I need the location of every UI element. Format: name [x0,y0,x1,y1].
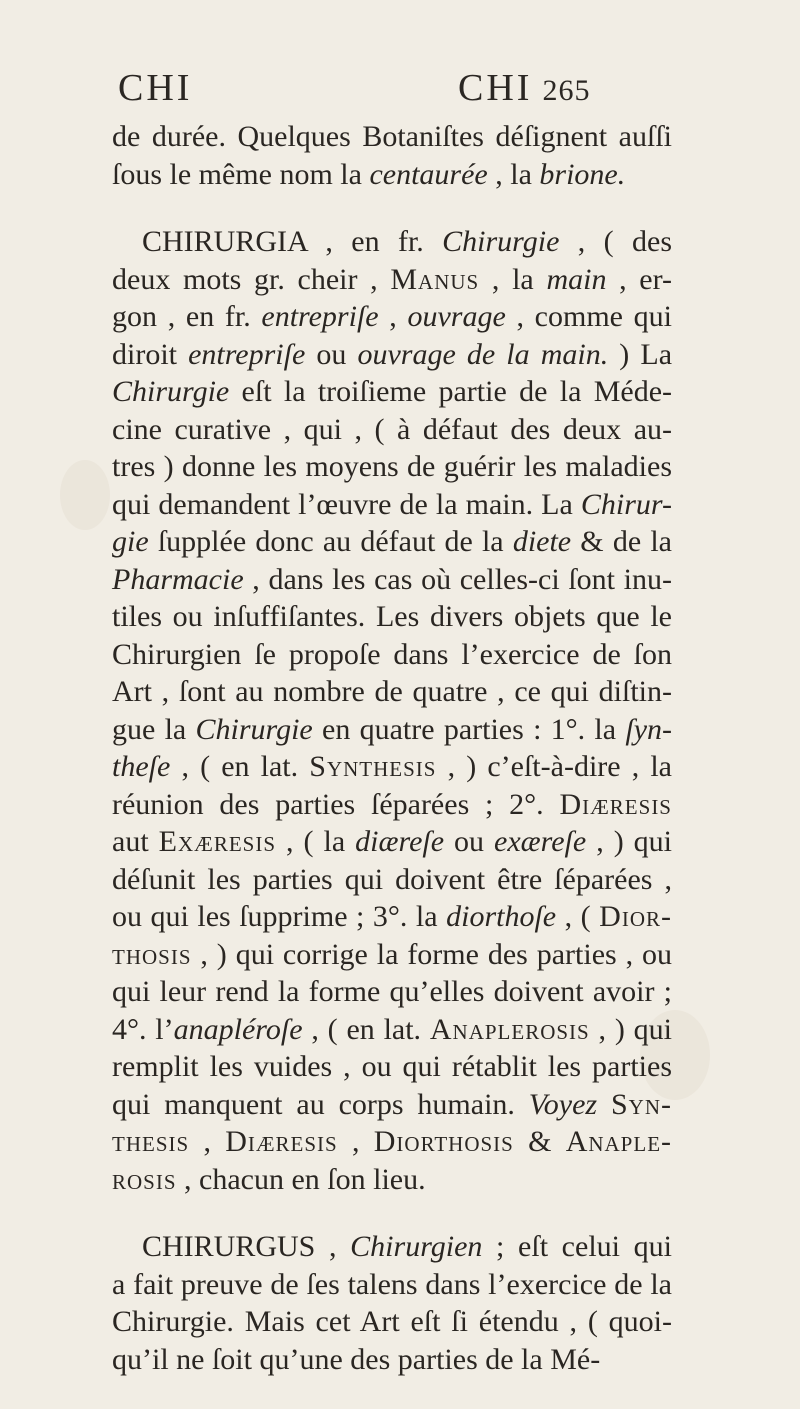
italic-run: anapléroſe [173,1012,303,1046]
text-run: qui leur rend la forme qu’elles doivent avoir ; [112,975,672,1008]
italic-run: diete [512,525,572,558]
text-run: ou [305,337,358,371]
text-run: , [189,1125,226,1158]
text-line [112,1086,672,1124]
text-line [112,118,672,156]
text-run: , ( la [276,825,356,858]
italic-run: Chirur- [580,487,672,521]
small-caps-run: Diæresis [559,787,672,821]
running-head-left: CHI [118,67,193,109]
text-line [112,156,672,194]
text-run: aut [112,825,159,858]
text-run: qu’il ne ſoit qu’une des parties de la Mé- [112,1342,601,1376]
text-run: , ) qui [586,825,673,858]
text-line [112,786,672,824]
text-line [112,973,672,1011]
text-line [112,1341,672,1379]
text-run: , er- [606,262,672,296]
text-run: , ) qui corrige la forme des parties , ou [191,937,672,971]
text-run: ou qui les ſupprime ; 3°. la [112,900,447,933]
text-run: gon , en fr. [112,300,262,333]
text-run: , dans les cas où celles-ci ſont inu- [243,562,672,596]
paragraph [112,1228,672,1378]
text-run: Chirurgie. Mais cet Art eſt ſi étendu , ( quoi- [112,1305,672,1338]
text-line [112,1123,672,1161]
paragraph [112,118,672,193]
text-run: , [337,1125,374,1158]
text-line [112,823,672,861]
text-run: , ( [556,900,600,933]
italic-run: Chirurgie [112,375,230,408]
text-run: qui manquent au corps humain. [112,1087,529,1121]
italic-run: ouvrage [407,300,506,333]
text-line [112,673,672,711]
italic-run: exæreſe [494,825,587,858]
text-run: deux mots gr. cheir , [112,262,391,296]
text-line [112,523,672,561]
text-line [112,561,672,599]
italic-run: ouvrage de la main. [357,337,609,371]
text-line [112,711,672,749]
text-run: 4°. l’ [112,1012,174,1046]
text-line [112,448,672,486]
text-run: , ( en lat. [170,750,310,783]
italic-run: entrepriſe [261,300,379,333]
text-run: , ) c’eſt-à-dire , la [436,750,672,783]
text-run: , comme qui [505,300,673,333]
text-run: , ) qui [589,1012,672,1046]
italic-run: Chirurgie [195,712,313,746]
small-caps-run: Syn- [610,1087,672,1121]
paragraph [112,223,672,1198]
body-text [112,118,672,1378]
italic-run: Voyez [528,1087,598,1121]
text-run: qui demandent l’œuvre de la main. La [112,487,581,521]
text-line [112,598,672,636]
text-run: ou [444,825,495,858]
text-run: déſunit les parties qui doivent être ſéparées , [112,862,672,896]
text-line [112,1011,672,1049]
text-line [112,298,672,336]
text-run: ; eſt celui qui [482,1230,672,1263]
text-run: tres ) donne les moyens de guérir les maladies [112,450,672,483]
italic-run: Chirurgie [442,225,560,258]
text-run: en quatre parties : 1°. la [312,712,626,746]
text-line [112,861,672,899]
text-run: gue la [112,712,196,746]
text-line [112,336,672,374]
text-line [112,373,672,411]
small-caps-run: Anaplerosis [429,1012,590,1046]
running-head-right [458,66,590,110]
page-number: 265 [542,74,591,107]
text-run: CHIRURGIA , en fr. [142,225,443,258]
text-line [112,1303,672,1341]
text-line [112,1161,672,1199]
text-run [597,1088,611,1121]
italic-run: brione. [539,157,626,191]
small-caps-run: thesis [112,1125,190,1158]
paragraph-gap [112,193,672,223]
text-run: & [513,1125,566,1158]
small-caps-run: Exæresis [158,825,277,858]
text-run: de durée. Quelques Botaniſtes déſignent auſſi [112,120,672,153]
text-line [112,1266,672,1304]
text-run: ſous le même nom la [112,157,370,191]
text-run: CHIRURGUS , [142,1230,351,1263]
paper-stain [60,460,110,530]
text-run: tiles ou inſuffiſantes. Les divers objets que le [112,600,672,633]
text-run: , chacun en ſon lieu. [176,1162,426,1196]
italic-run: theſe [112,750,171,783]
italic-run: Pharmacie [112,562,244,596]
small-caps-run: rosis [112,1162,177,1196]
text-line [112,748,672,786]
small-caps-run: Diorthosis [373,1125,514,1158]
small-caps-run: Diæresis [225,1125,338,1158]
italic-run: entrepriſe [188,337,306,371]
text-run: ) La [608,337,673,371]
text-run: diroit [112,337,189,371]
text-line [112,898,672,936]
small-caps-run: Dior- [599,900,672,933]
text-run: réunion des parties ſéparées ; 2°. [112,787,560,821]
italic-run: Chirurgien [350,1230,483,1263]
small-caps-run: thosis [112,937,192,971]
text-run: remplit les vuides , ou qui rétablit les parties [112,1050,672,1083]
text-line [112,411,672,449]
text-line [112,223,672,261]
text-line [112,636,672,674]
text-line [112,1228,672,1266]
italic-run: ſyn- [625,712,672,746]
text-run: , ( des [559,225,672,258]
italic-run: main [546,262,607,296]
small-caps-run: Synthesis [309,750,437,783]
text-line [112,261,672,299]
text-run: , la [479,262,547,296]
paragraph-gap [112,1198,672,1228]
text-run: a fait preuve de ſes talens dans l’exercice de la [112,1267,672,1301]
text-line [112,486,672,524]
text-run: ſupplée donc au défaut de la [148,525,513,558]
italic-run: gie [112,525,149,558]
text-run: Art , ſont au nombre de quatre , ce qui diſtin- [112,675,672,708]
text-line [112,936,672,974]
italic-run: centaurée [369,157,488,191]
italic-run: diorthoſe [446,900,557,933]
text-run: Chirurgien ſe propoſe dans l’exercice de ſon [112,637,672,671]
text-run: & de la [571,525,672,558]
text-run: , [378,300,408,333]
text-run: , ( en lat. [302,1012,430,1046]
italic-run: diæreſe [355,825,445,858]
text-run: , la [487,157,540,191]
text-run: eſt la troiſieme partie de la Méde- [229,375,672,408]
running-head-right-word: CHI [458,67,533,109]
text-run: cine curative , qui , ( à défaut des deux au- [112,412,672,446]
small-caps-run: Anaple- [565,1125,673,1158]
text-line [112,1048,672,1086]
small-caps-run: Manus [390,262,480,296]
